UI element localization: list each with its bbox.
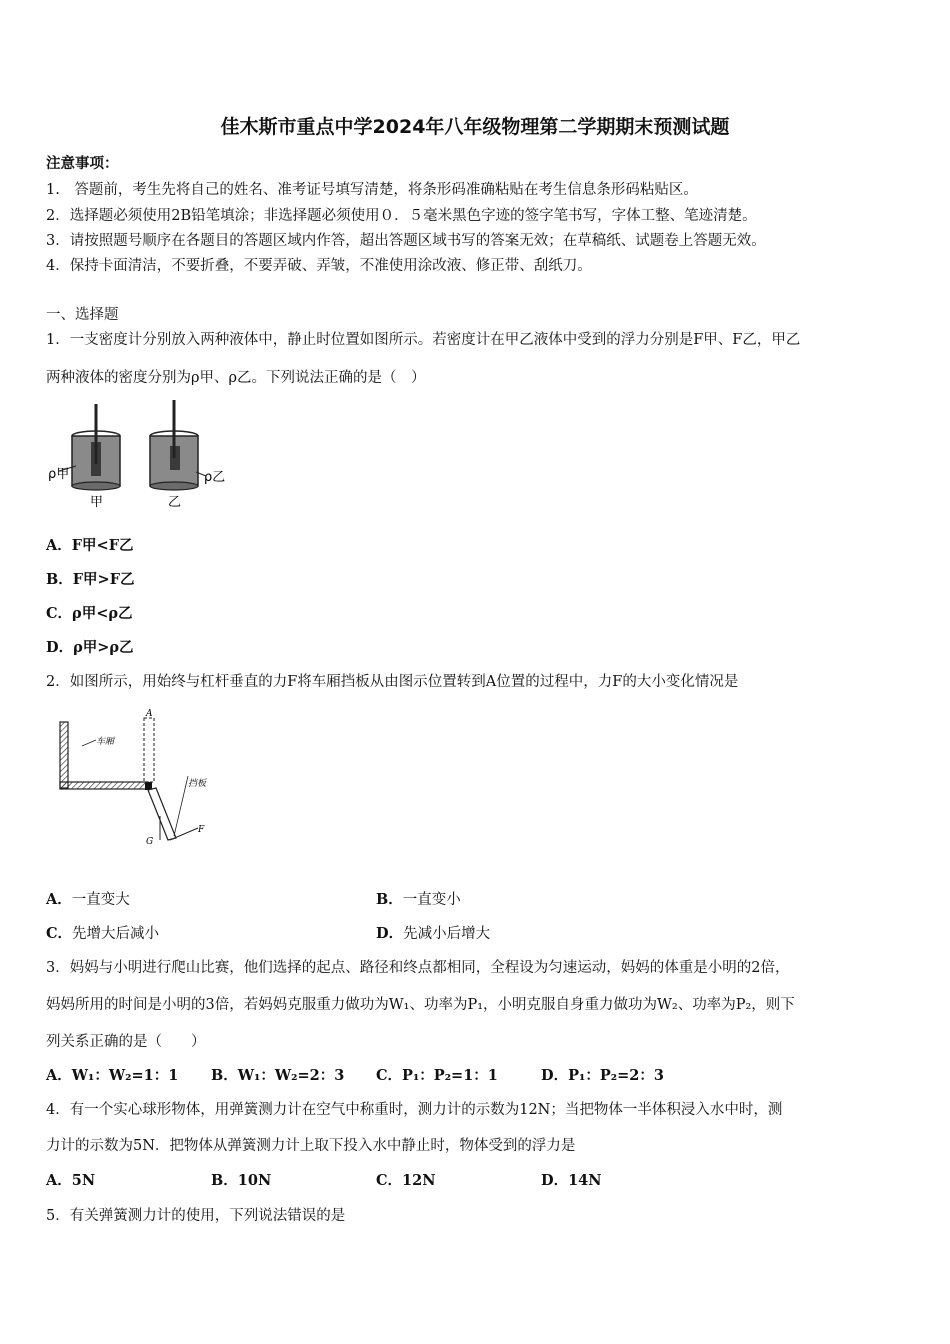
option-key: A． xyxy=(46,1172,72,1189)
option-key: B． xyxy=(211,1067,238,1084)
q1-hydrometer-figure xyxy=(46,398,236,510)
q4-stem-line2: 力计的示数为5N．把物体从弹簧测力计上取下投入水中静止时，物体受到的浮力是 xyxy=(46,1138,576,1154)
option-text: 先减小后增大 xyxy=(403,926,491,942)
option-text: P₁：P₂=1：1 xyxy=(402,1067,498,1084)
beaker-right xyxy=(150,400,206,490)
board xyxy=(148,788,176,840)
notice-item-3: 3．请按照题号顺序在各题目的答题区域内作答，超出答题区域书写的答案无效；在草稿纸、试题卷上答题无效。 xyxy=(46,233,766,249)
f-label: F xyxy=(198,825,205,835)
q3-stem-line3: 列关系正确的是（ ） xyxy=(46,1034,206,1050)
jia-label: 甲 xyxy=(90,495,104,510)
q3-option-b[interactable] xyxy=(211,1064,344,1085)
option-text: 一直变大 xyxy=(71,892,130,908)
option-key: C． xyxy=(376,1067,403,1084)
rho-yi-label: ρ乙 xyxy=(204,470,226,485)
notice-item-2: 2．选择题必须使用2B铅笔填涂；非选择题必须使用０．５毫米黑色字迹的签字笔书写，字体工整、笔迹清楚。 xyxy=(46,208,757,224)
option-text: W₁：W₂=2：3 xyxy=(237,1067,345,1084)
option-text: 12N xyxy=(402,1172,436,1189)
carriage-floor xyxy=(60,782,148,789)
option-key: A． xyxy=(46,1067,72,1084)
carriage-label-line xyxy=(82,740,96,746)
notice-item-1: 1. 答题前，考生先将自己的姓名、准考证号填写清楚，将条形码准确粘贴在考生信息条形码粘贴区。 xyxy=(46,182,698,198)
q1-stem-line2: 两种液体的密度分别为ρ甲、ρ乙。下列说法正确的是（ ） xyxy=(46,370,426,386)
q5-stem-line1: 5．有关弹簧测力计的使用，下列说法错误的是 xyxy=(46,1208,346,1224)
q2-option-a[interactable] xyxy=(46,888,130,909)
option-text: 5N xyxy=(71,1172,96,1189)
option-key: D． xyxy=(46,639,74,656)
option-text: 14N xyxy=(568,1172,602,1189)
section-heading: 一、选择题 xyxy=(46,307,119,323)
q1-option-b[interactable] xyxy=(46,568,135,589)
q3-stem-line2: 妈妈所用的时间是小明的3倍，若妈妈克服重力做功为W₁、功率为P₁，小明克服自身重力做功为W₂、功率为P₂，则下 xyxy=(46,997,795,1013)
option-key: D． xyxy=(541,1067,569,1084)
option-text: F甲>F乙 xyxy=(72,571,135,588)
option-text: F甲<F乙 xyxy=(71,537,134,554)
option-key: B． xyxy=(46,571,73,588)
q4-option-d[interactable] xyxy=(541,1169,602,1190)
option-text: ρ甲<ρ乙 xyxy=(72,605,133,622)
carriage-label: 车厢 xyxy=(96,737,115,747)
q2-option-b[interactable] xyxy=(376,888,461,909)
option-text: 先增大后减小 xyxy=(72,926,160,942)
option-key: C． xyxy=(376,1172,403,1189)
q1-stem-line1: 1．一支密度计分别放入两种液体中，静止时位置如图所示。若密度计在甲乙液体中受到的浮力分别是F甲、F乙，甲乙 xyxy=(46,332,801,348)
q4-option-a[interactable] xyxy=(46,1169,95,1190)
q1-option-a[interactable] xyxy=(46,534,134,555)
option-text: ρ甲>ρ乙 xyxy=(73,639,134,656)
g-label: G xyxy=(146,837,154,847)
option-key: B． xyxy=(376,891,403,908)
position-a-outline xyxy=(144,718,154,782)
q1-option-c[interactable] xyxy=(46,602,132,623)
q4-option-b[interactable] xyxy=(211,1169,271,1190)
option-key: A． xyxy=(46,537,72,554)
q4-option-c[interactable] xyxy=(376,1169,435,1190)
option-key: C． xyxy=(46,925,73,942)
q1-option-d[interactable] xyxy=(46,636,134,657)
option-text: P₁：P₂=2：3 xyxy=(568,1067,664,1084)
rho-jia-label: ρ甲 xyxy=(48,467,70,482)
q2-lever-figure xyxy=(52,706,222,856)
point-a-label: A xyxy=(146,709,153,719)
board-label: 挡板 xyxy=(188,779,207,789)
q3-option-c[interactable] xyxy=(376,1064,498,1085)
board-label-line xyxy=(174,776,188,836)
q4-stem-line1: 4．有一个实心球形物体，用弹簧测力计在空气中称重时，测力计的示数为12N；当把物体一半体积浸入水中时，测 xyxy=(46,1102,783,1118)
option-key: D． xyxy=(541,1172,569,1189)
option-text: 10N xyxy=(237,1172,272,1189)
option-key: C． xyxy=(46,605,73,622)
option-text: 一直变小 xyxy=(402,892,461,908)
q3-stem-line1: 3．妈妈与小明进行爬山比赛，他们选择的起点、路径和终点都相同，全程设为匀速运动，妈妈的体重是小明的2倍， xyxy=(46,960,790,976)
option-key: B． xyxy=(211,1172,238,1189)
option-key: A． xyxy=(46,891,72,908)
q3-option-a[interactable] xyxy=(46,1064,178,1085)
yi-label: 乙 xyxy=(168,495,182,510)
q2-option-c[interactable] xyxy=(46,922,159,943)
option-text: W₁：W₂=1：1 xyxy=(71,1067,179,1084)
q2-stem-line1: 2．如图所示，用始终与杠杆垂直的力F将车厢挡板从由图示位置转到A位置的过程中，力F的大小变化情况是 xyxy=(46,674,739,690)
page-title: 佳木斯市重点中学2024年八年级物理第二学期期末预测试题 xyxy=(220,116,730,138)
q2-option-d[interactable] xyxy=(376,922,490,943)
notice-heading: 注意事项： xyxy=(46,155,119,172)
carriage-wall xyxy=(60,722,68,788)
q3-option-d[interactable] xyxy=(541,1064,664,1085)
option-key: D． xyxy=(376,925,404,942)
notice-item-4: 4．保持卡面清洁，不要折叠，不要弄破、弄皱，不准使用涂改液、修正带、刮纸刀。 xyxy=(46,258,592,274)
